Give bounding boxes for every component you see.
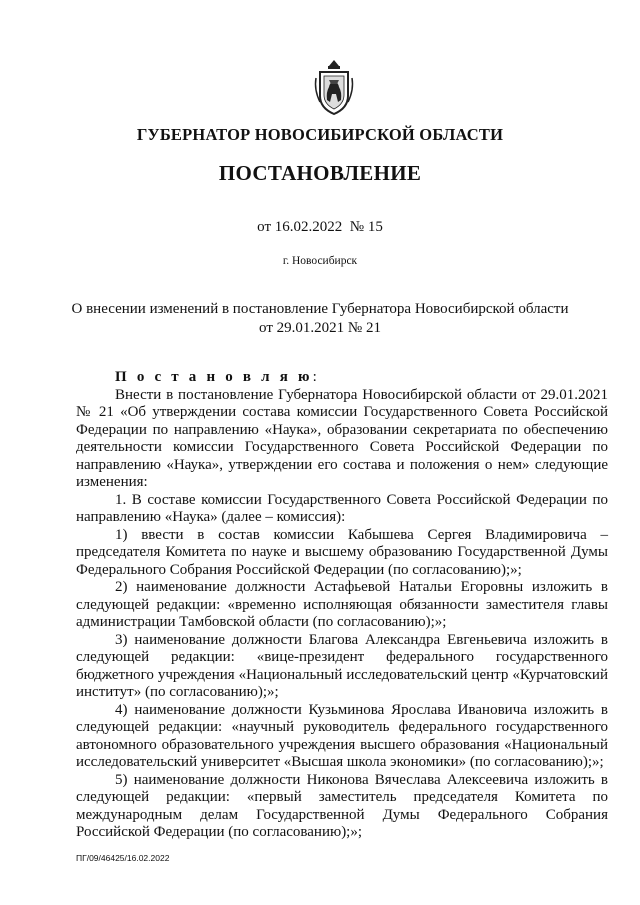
- decree-colon: :: [312, 369, 317, 385]
- paragraph-item-1: 1. В составе комиссии Государственного Совета Российской Федерации по направлению «Наука» (далее – комиссия):: [76, 491, 608, 525]
- decree-word: П о с т а н о в л я ю: [115, 369, 313, 385]
- paragraph-subitem-1: 1) ввести в состав комиссии Кабышева Сергея Владимировича – председателя Комитета по науке и высшему образованию Государственной Думы Федерального Собрания Российской Федерации (по согласованию);»;: [76, 526, 608, 578]
- paragraph-subitem-4: 4) наименование должности Кузьминова Ярослава Ивановича изложить в следующей редакции: «научный руководитель федерального государственного автономного образовательного учреждения высшего образования «Национальный исследовательский университет «Высшая школа экономики» (по согласованию);»;: [76, 701, 608, 770]
- document-body: [76, 369, 608, 842]
- date-number-line: [0, 219, 640, 236]
- paragraph-subitem-5: 5) наименование должности Никонова Вячеслава Алексеевича изложить в следующей редакции: «первый заместитель председателя Комитета по международным делам Государственной Думы Федерального Собрания Российской Федерации (по согласованию);»;: [76, 771, 608, 840]
- document-date: от 16.02.2022: [257, 219, 343, 235]
- subject-line-2: от 29.01.2021 № 21: [259, 320, 381, 336]
- document-number: № 15: [349, 219, 383, 235]
- document-type: ПОСТАНОВЛЕНИЕ: [218, 161, 422, 185]
- document-city: г. Новосибирск: [282, 255, 358, 267]
- subject-line-1: О внесении изменений в постановление Губернатора Новосибирской области: [71, 301, 569, 317]
- paragraph-intro: Внести в постановление Губернатора Новосибирской области от 29.01.2021 № 21 «Об утверждении состава комиссии Государственного Совета Российской Федерации по направлению «Наука», образовании секретариата по обеспечению деятельности комиссии Государственного Совета Российской Федерации по направлению «Наука», утверждении его состава и положения о нем» следующие изменения:: [76, 386, 608, 490]
- coat-of-arms-icon: [313, 58, 355, 116]
- paragraph-subitem-2: 2) наименование должности Астафьевой Натальи Егоровны изложить в следующей редакции: «временно исполняющая обязанности заместителя главы администрации Тамбовской области (по согласованию);»;: [76, 579, 608, 630]
- decree-heading: [76, 369, 608, 387]
- document-subject: [0, 300, 640, 338]
- footer-code: ПГ/09/46425/16.02.2022: [76, 853, 170, 863]
- paragraph-subitem-3: 3) наименование должности Благова Александра Евгеньевича изложить в следующей редакции: «вице-президент федерального государственного бюджетного учреждения «Национальный исследовательский центр «Курчатовский институт» (по согласованию);»;: [76, 631, 608, 700]
- issuer-title: ГУБЕРНАТОР НОВОСИБИРСКОЙ ОБЛАСТИ: [136, 125, 504, 144]
